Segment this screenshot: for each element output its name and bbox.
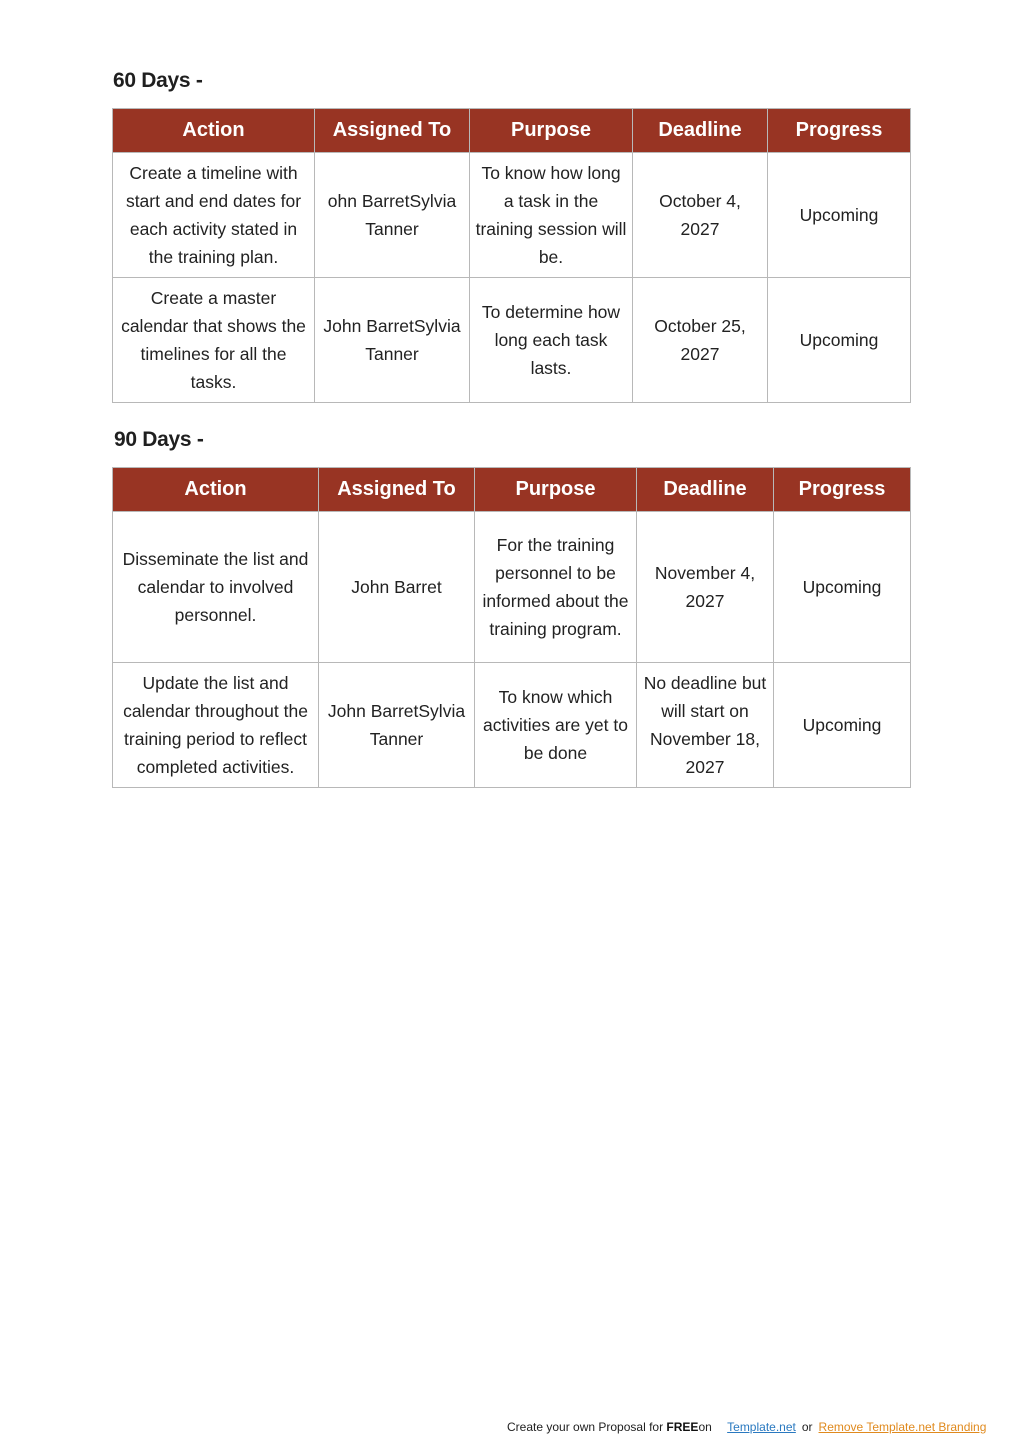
cell-purpose: To know which activities are yet to be done	[475, 663, 637, 788]
header-purpose: Purpose	[470, 109, 633, 153]
cell-purpose: For the training personnel to be informed about the training program.	[475, 512, 637, 663]
cell-progress: Upcoming	[768, 278, 911, 403]
header-progress: Progress	[768, 109, 911, 153]
footer-on: on	[698, 1420, 712, 1434]
cell-assigned-to: John BarretSylvia Tanner	[319, 663, 475, 788]
header-action: Action	[113, 109, 315, 153]
cell-deadline: October 4, 2027	[633, 153, 768, 278]
header-progress: Progress	[774, 468, 911, 512]
table-header-row	[113, 468, 911, 512]
cell-progress: Upcoming	[768, 153, 911, 278]
footer-or: or	[801, 1420, 813, 1434]
header-action: Action	[113, 468, 319, 512]
cell-deadline: November 4, 2027	[637, 512, 774, 663]
header-assigned-to: Assigned To	[315, 109, 470, 153]
table-row	[113, 278, 911, 403]
section-90-days-heading: 90 Days -	[114, 428, 204, 451]
header-deadline: Deadline	[633, 109, 768, 153]
cell-action: Create a timeline with start and end dates for each activity stated in the training plan.	[113, 153, 315, 278]
table-row	[113, 512, 911, 663]
table-row	[113, 153, 911, 278]
cell-action: Create a master calendar that shows the timelines for all the tasks.	[113, 278, 315, 403]
cell-action: Update the list and calendar throughout the training period to reflect completed activities.	[113, 663, 319, 788]
remove-branding-link[interactable]: Remove Template.net Branding	[818, 1420, 987, 1434]
table-90-days	[112, 467, 911, 788]
cell-deadline: No deadline but will start on November 18, 2027	[637, 663, 774, 788]
cell-progress: Upcoming	[774, 512, 911, 663]
cell-deadline: October 25, 2027	[633, 278, 768, 403]
cell-purpose: To determine how long each task lasts.	[470, 278, 633, 403]
cell-progress: Upcoming	[774, 663, 911, 788]
header-assigned-to: Assigned To	[319, 468, 475, 512]
header-deadline: Deadline	[637, 468, 774, 512]
cell-action: Disseminate the list and calendar to involved personnel.	[113, 512, 319, 663]
table-header-row	[113, 109, 911, 153]
table-60-days	[112, 108, 911, 403]
branding-footer	[507, 1420, 986, 1434]
cell-assigned-to: John BarretSylvia Tanner	[315, 278, 470, 403]
table-row	[113, 663, 911, 788]
footer-prefix: Create your own Proposal for	[507, 1420, 664, 1434]
header-purpose: Purpose	[475, 468, 637, 512]
cell-assigned-to: John Barret	[319, 512, 475, 663]
template-net-link[interactable]: Template.net	[727, 1420, 796, 1434]
cell-assigned-to: ohn BarretSylvia Tanner	[315, 153, 470, 278]
section-60-days-heading: 60 Days -	[113, 69, 203, 92]
footer-free: FREE	[666, 1420, 699, 1434]
cell-purpose: To know how long a task in the training session will be.	[470, 153, 633, 278]
